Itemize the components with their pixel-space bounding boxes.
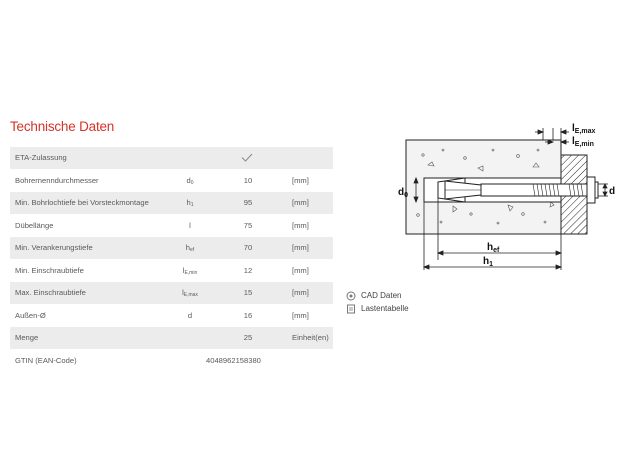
spec-table (10, 147, 333, 372)
row-symbol: $l_{E,min}$ (182, 265, 198, 276)
row-symbol: d (187, 310, 193, 320)
row-symbol: $h_1$ (186, 198, 194, 208)
anchor-diagram (383, 110, 619, 275)
gtin-value: 4048962158380 (206, 355, 261, 365)
cad-data-link[interactable] (346, 289, 409, 302)
table-row (10, 147, 333, 170)
row-symbol: $l_{E,max}$ (182, 288, 198, 298)
row-unit: Einheit(en) (292, 333, 329, 342)
row-label: Dübellänge (15, 220, 54, 230)
row-label: Min. Bohrlochtiefe bei Vorsteckmontage (15, 198, 149, 207)
table-icon (346, 304, 356, 314)
row-value: 16 (243, 310, 253, 320)
row-unit: [mm] (292, 310, 309, 320)
row-unit: [mm] (292, 243, 309, 252)
row-unit: [mm] (292, 265, 309, 275)
row-label: Bohrernenndurchmesser (15, 175, 99, 185)
label-d: d (609, 186, 616, 197)
load-table-link[interactable] (346, 302, 409, 315)
table-row (10, 350, 333, 373)
row-symbol: $d_0$ (186, 175, 194, 186)
section-title: Technische Daten (10, 119, 115, 134)
row-value: 10 (243, 175, 253, 185)
row-label: Max. Einschraubtiefe (15, 288, 86, 297)
check-icon (241, 153, 253, 162)
load-table-label: Lastentabelle (361, 304, 409, 313)
table-row (10, 215, 333, 238)
table-row (10, 327, 333, 350)
row-value: 75 (243, 220, 253, 230)
row-value: 95 (243, 198, 253, 207)
table-row (10, 260, 333, 283)
label-hef: $h_{ef}$ (487, 242, 500, 254)
nut (587, 177, 595, 203)
row-label: GTIN (EAN-Code) (15, 355, 77, 365)
table-row (10, 170, 333, 193)
table-row (10, 282, 333, 305)
row-value: 25 (243, 333, 253, 342)
row-label: ETA-Zulassung (15, 153, 67, 162)
row-symbol: $h_{ef}$ (185, 243, 195, 253)
row-unit: [mm] (292, 175, 309, 185)
table-row (10, 305, 333, 328)
row-label: Außen-Ø (15, 310, 46, 320)
row-value: 12 (243, 265, 253, 275)
row-label: Menge (15, 333, 39, 342)
row-unit: [mm] (292, 198, 309, 207)
cad-data-label: CAD Daten (361, 291, 402, 300)
table-row (10, 192, 333, 215)
row-label: Min. Verankerungstiefe (15, 243, 93, 252)
row-label: Min. Einschraubtiefe (15, 265, 84, 275)
row-unit: [mm] (292, 220, 309, 230)
label-d0: $d_0$ (398, 187, 409, 199)
row-symbol: l (189, 220, 191, 230)
row-unit: [mm] (292, 288, 309, 297)
table-row (10, 237, 333, 260)
label-le-min: $l_{E,min}$ (572, 136, 594, 148)
cad-icon (346, 291, 356, 301)
download-links (346, 289, 409, 315)
row-value: 70 (243, 243, 253, 252)
row-value: 15 (243, 288, 253, 297)
label-le-max: $l_{E,max}$ (572, 123, 596, 135)
label-h1: $h_1$ (483, 256, 494, 268)
